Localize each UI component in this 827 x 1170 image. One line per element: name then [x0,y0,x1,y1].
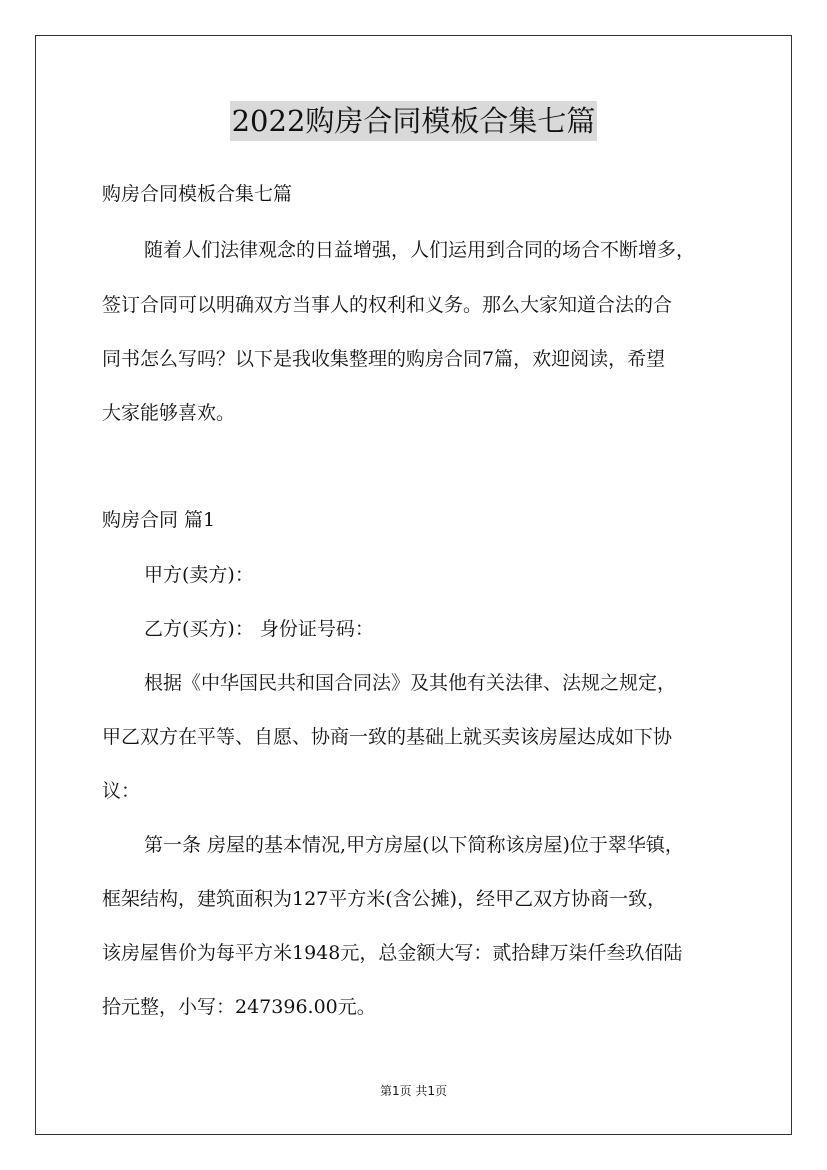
party-a-line: 甲方(卖方)： [144,564,254,586]
article-line: 拾元整，小写：247396.00元。 [102,996,376,1018]
document-title: 2022购房合同模板合集七篇 [230,101,598,141]
basis-line: 议： [102,780,141,802]
title-container [0,101,827,141]
article-line: 框架结构，建筑面积为127平方米(含公摊)，经甲乙双方协商一致， [102,888,667,910]
article-line: 第一条 房屋的基本情况,甲方房屋(以下简称该房屋)位于翠华镇， [144,834,684,856]
page-footer: 第1页 共1页 [379,1084,448,1098]
intro-line: 大家能够喜欢。 [102,402,236,424]
basis-line: 根据《中华国民共和国合同法》及其他有关法律、法规之规定， [144,672,677,694]
document-subtitle: 购房合同模板合集七篇 [102,183,293,205]
intro-line: 同书怎么写吗？以下是我收集整理的购房合同7篇，欢迎阅读，希望 [102,348,666,370]
section-heading: 购房合同 篇1 [102,509,216,531]
intro-line: 签订合同可以明确双方当事人的权利和义务。那么大家知道合法的合 [102,294,673,316]
basis-line: 甲乙双方在平等、自愿、协商一致的基础上就买卖该房屋达成如下协 [102,726,673,748]
party-b-line: 乙方(买方)： 身份证号码： [144,618,374,640]
article-line: 该房屋售价为每平方米1948元，总金额大写：贰拾肆万柒仟叁玖佰陆 [102,942,683,964]
intro-line: 随着人们法律观念的日益增强，人们运用到合同的场合不断增多， [144,239,696,261]
